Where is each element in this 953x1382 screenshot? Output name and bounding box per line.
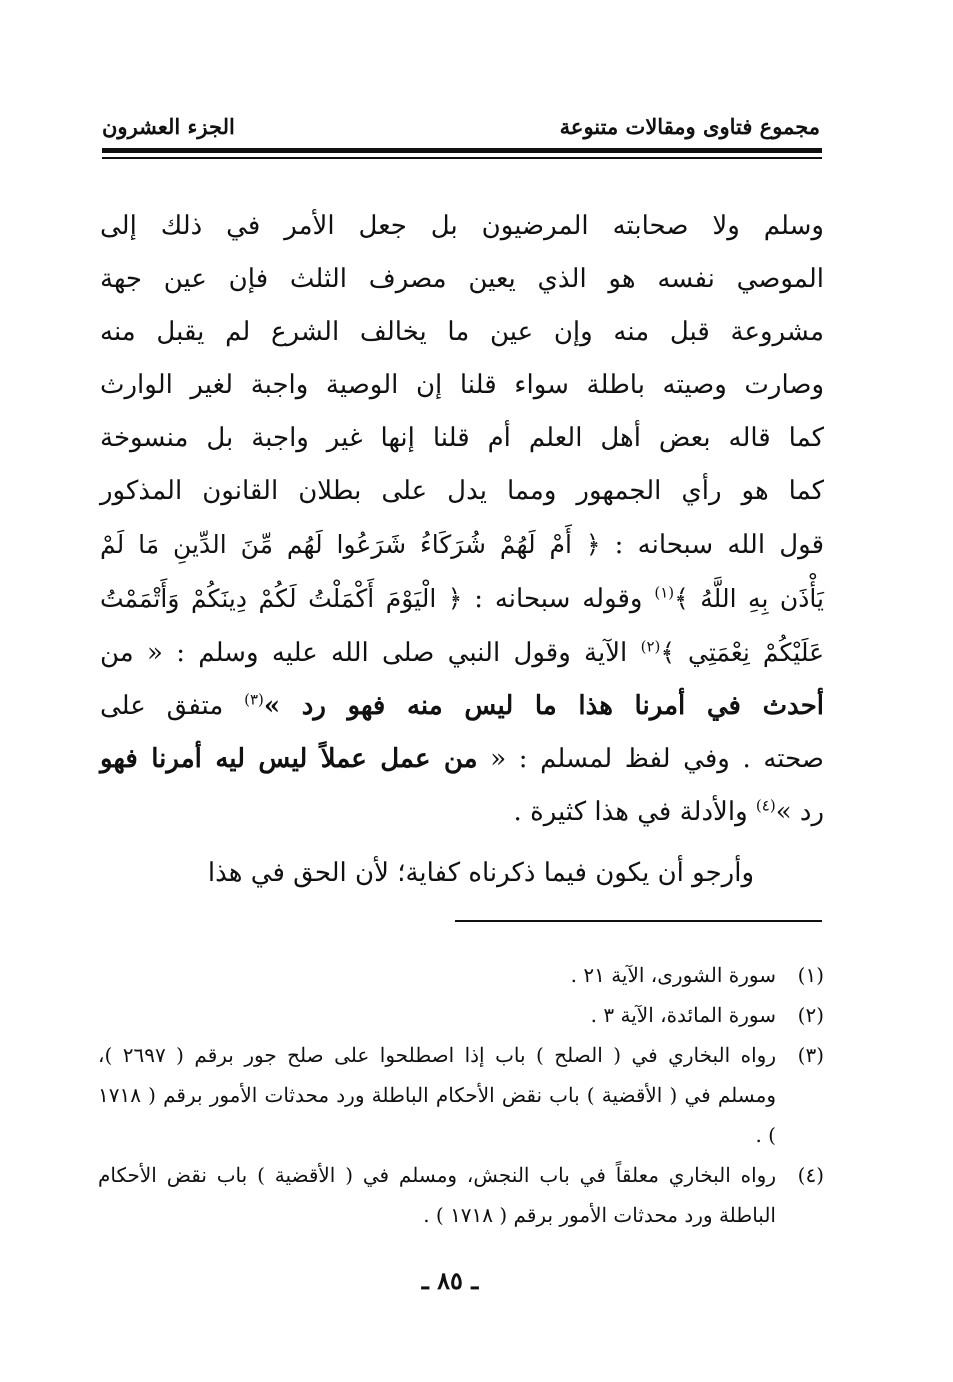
footnote-text: رواه البخاري في ( الصلح ) باب إذا اصطلحوا على صلح جور برقم ( ٢٦٩٧ )، ومسلم في ( الأقضية ) باب نقض الأحكام الباطلة ورد محدثات الأمور برقم ( ١٧١٨ ) . — [98, 1043, 776, 1147]
footnote-ref-3: (٣) — [244, 690, 264, 709]
hadith-2-part1: من عمل عملاً ليس ليه أمرنا فهو — [100, 744, 478, 774]
body-line-4: وصارت وصيته باطلة سواء قلنا إن الوصية واجبة لغير الوارث — [100, 370, 824, 400]
body-line-5: كما قاله بعض أهل العلم أم قلنا إنها غير واجبة بل منسوخة — [100, 423, 824, 453]
footnote-number: (٢) — [797, 1003, 824, 1027]
quran-verse-2-part1: ﴿ الْيَوْمَ أَكْمَلْتُ لَكُمْ دِينَكُمْ وَأَتْمَمْتُ — [100, 584, 463, 613]
line12-rest: والأدلة في هذا كثيرة . — [513, 797, 756, 827]
line10-rest: متفق على — [100, 691, 245, 721]
footnote-ref-1: (١) — [654, 583, 675, 602]
body-line-8 — [100, 572, 824, 626]
body-line-11 — [100, 733, 824, 786]
hadith-2-part2: رد » — [775, 797, 824, 827]
body-line-7 — [100, 518, 824, 572]
line11-prefix: صحته . وفي لفظ لمسلم : « — [477, 744, 824, 774]
body-line-9 — [100, 626, 824, 680]
quran-verse-2-part2: عَلَيْكُمْ نِعْمَتِي ﴾ — [660, 638, 825, 667]
line8-mid: وقوله سبحانه : — [462, 584, 655, 614]
footnotes — [98, 955, 824, 1235]
header-volume: الجزء العشرون — [102, 113, 235, 139]
last-paragraph: وأرجو أن يكون فيما ذكرناه كفاية؛ لأن الحق في هذا — [207, 858, 754, 888]
footnote-number: (١) — [797, 963, 824, 987]
body-line-1: وسلم ولا صحابته المرضيون بل جعل الأمر في ذلك إلى — [100, 211, 824, 241]
page-number: ـ ٨٥ ـ — [421, 1266, 479, 1295]
quran-verse-1-part2: يَأْذَن بِهِ اللَّهُ ﴾ — [674, 584, 824, 613]
header-rule-thick — [102, 148, 822, 153]
footnote-1 — [98, 955, 824, 995]
footnote-2 — [98, 995, 824, 1035]
footnote-separator — [455, 920, 822, 922]
quran-verse-1-part1: ﴿ أَمْ لَهُمْ شُرَكَاءُ شَرَعُوا لَهُم مِّنَ الدِّينِ مَا لَمْ — [100, 530, 601, 559]
line9-rest: الآية وقول النبي صلى الله عليه وسلم : « من — [100, 638, 641, 668]
body-line-2: الموصي نفسه هو الذي يعين مصرف الثلث فإن عين جهة — [100, 264, 824, 294]
body-line-10 — [100, 680, 824, 733]
running-header — [102, 108, 820, 144]
footnote-4 — [98, 1155, 824, 1235]
hadith-1: أحدث في أمرنا هذا ما ليس منه فهو رد » — [263, 691, 824, 721]
footnote-ref-4: (٤) — [755, 796, 776, 815]
body-line-3: مشروعة قبل منه وإن عين ما يخالف الشرع لم يقبل منه — [100, 317, 824, 347]
footnote-number: (٣) — [797, 1043, 824, 1067]
body-line-6: كما هو رأي الجمهور ومما يدل على بطلان القانون المذكور — [100, 476, 824, 506]
line7-prefix: قول الله سبحانه : — [600, 530, 825, 560]
body-line-12 — [100, 786, 824, 839]
footnote-number: (٤) — [797, 1163, 824, 1187]
header-rule-thin — [102, 157, 822, 159]
header-book-title: مجموع فتاوى ومقالات متنوعة — [559, 113, 820, 139]
footnote-3 — [98, 1035, 824, 1155]
footnote-text: سورة المائدة، الآية ٣ . — [590, 1003, 776, 1027]
footnote-ref-2: (٢) — [640, 637, 661, 656]
footnote-text: رواه البخاري معلقاً في باب النجش، ومسلم في ( الأقضية ) باب نقض الأحكام الباطلة ورد محدثات الأمور برقم ( ١٧١٨ ) . — [98, 1163, 776, 1227]
main-text — [100, 200, 824, 900]
footnote-text: سورة الشورى، الآية ٢١ . — [570, 963, 776, 987]
